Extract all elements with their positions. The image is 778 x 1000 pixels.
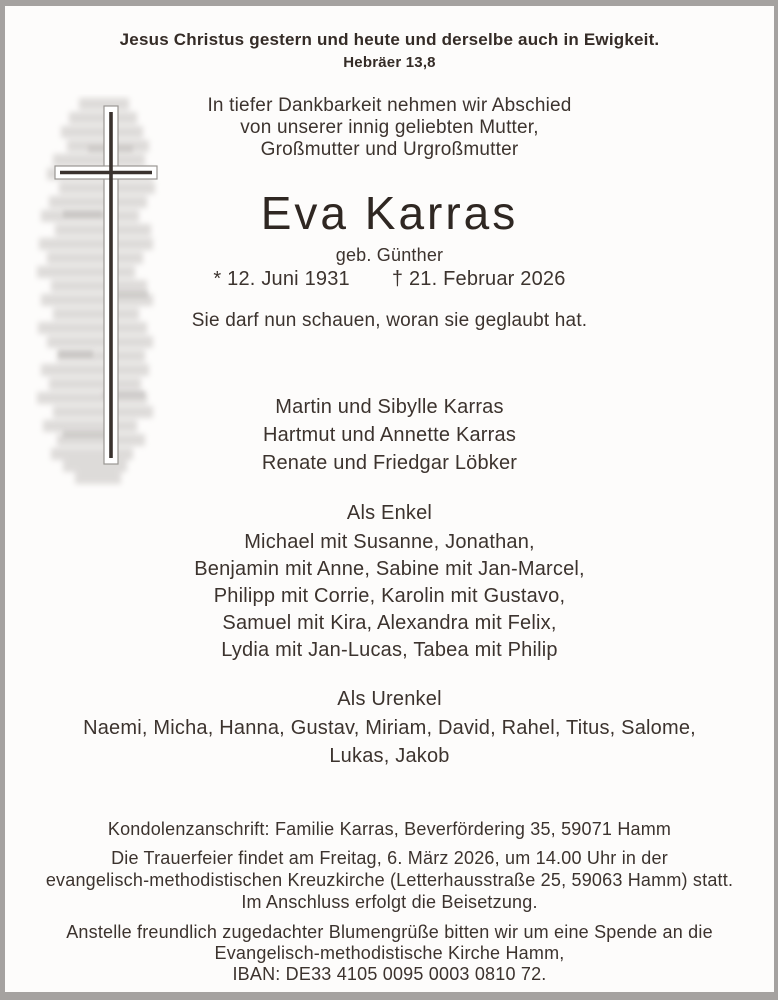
deceased-name: Eva Karras [260, 187, 519, 239]
great-grandchildren-list [5, 714, 774, 770]
service-line: Im Anschluss erfolgt die Beisetzung. [241, 892, 538, 912]
epitaph: Sie darf nun schauen, woran sie geglaubt hat. [191, 310, 588, 331]
mourner-line: Hartmut und Annette Karras [262, 424, 517, 446]
mourner-line: Martin und Sibylle Karras [275, 396, 504, 418]
donation-line: Anstelle freundlich zugedachter Blumengrüße bitten wir um eine Spende an die [66, 922, 713, 942]
birth-date: * 12. Juni 1931 [213, 268, 350, 290]
intro-line: Großmutter und Urgroßmutter [260, 139, 519, 160]
grandchildren-line: Philipp mit Corrie, Karolin mit Gustavo, [213, 585, 566, 607]
donation-line: Evangelisch-methodistische Kirche Hamm, [214, 943, 565, 963]
death-date: † 21. Februar 2026 [391, 268, 566, 290]
service-line: Die Trauerfeier findet am Freitag, 6. März 2026, um 14.00 Uhr in der [111, 848, 668, 868]
life-dates [5, 268, 774, 291]
great-grandchildren-line: Naemi, Micha, Hanna, Gustav, Miriam, David, Rahel, Titus, Salome, [83, 717, 696, 739]
intro-line: In tiefer Dankbarkeit nehmen wir Abschied [207, 95, 572, 116]
grandchildren-line: Michael mit Susanne, Jonathan, [244, 531, 535, 553]
notice-paper [5, 6, 774, 992]
condolence-address: Kondolenzanschrift: Familie Karras, Beverfördering 35, 59071 Hamm [107, 819, 672, 839]
donation-info [5, 922, 774, 985]
donation-line: IBAN: DE33 4105 0095 0003 0810 72. [232, 964, 547, 984]
grandchildren-line: Samuel mit Kira, Alexandra mit Felix, [222, 612, 557, 634]
grandchildren-list [5, 529, 774, 664]
scripture-reference: Hebräer 13,8 [343, 54, 436, 71]
intro-text [5, 95, 774, 161]
deceased-birth-name: geb. Günther [335, 245, 444, 265]
grandchildren-line: Lydia mit Jan-Lucas, Tabea mit Philip [221, 639, 558, 661]
intro-line: von unserer innig geliebten Mutter, [240, 117, 539, 138]
mourners-list [5, 393, 774, 477]
funeral-service-info [5, 847, 774, 913]
great-grandchildren-line: Lukas, Jakob [329, 745, 450, 767]
grandchildren-heading: Als Enkel [346, 502, 433, 524]
scripture-quote: Jesus Christus gestern und heute und derselbe auch in Ewigkeit. [119, 30, 660, 49]
mourner-line: Renate und Friedgar Löbker [261, 452, 518, 474]
service-line: evangelisch-methodistischen Kreuzkirche (Letterhausstraße 25, 59063 Hamm) statt. [45, 870, 734, 890]
great-grandchildren-heading: Als Urenkel [337, 688, 442, 710]
grandchildren-line: Benjamin mit Anne, Sabine mit Jan-Marcel, [194, 558, 585, 580]
